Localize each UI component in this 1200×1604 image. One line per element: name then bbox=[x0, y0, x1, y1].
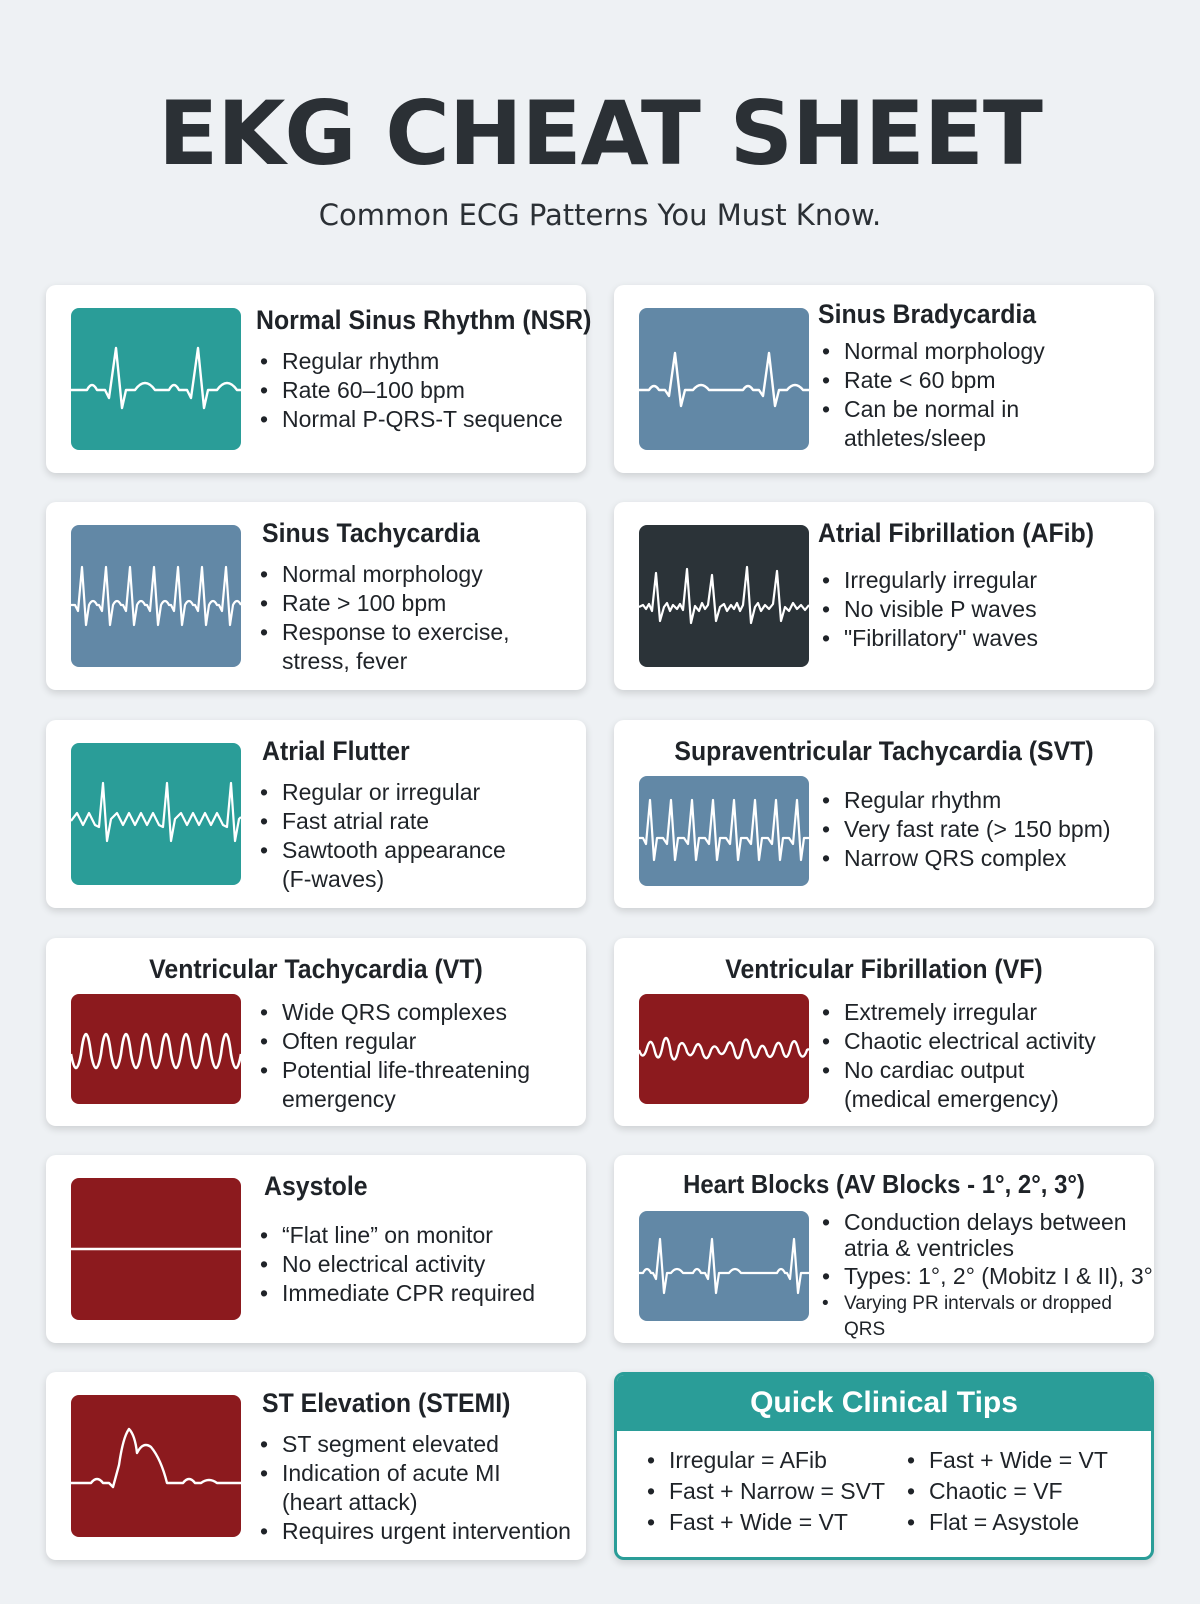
bullet-item: • Irregularly irregular bbox=[820, 566, 1038, 595]
card-title: Atrial Flutter bbox=[262, 736, 410, 766]
bullet-item: • Conduction delays between atria & ventricles bbox=[820, 1209, 1144, 1261]
card-sinus-tachycardia bbox=[46, 502, 586, 690]
bullet-item: • No visible P waves bbox=[820, 595, 1038, 624]
tip-item: • Fast + Wide = VT bbox=[905, 1445, 1108, 1476]
ekg-strip-afib bbox=[639, 525, 809, 667]
card-title: ST Elevation (STEMI) bbox=[262, 1388, 511, 1418]
bullet-item: • Immediate CPR required bbox=[258, 1279, 535, 1308]
card-bullet-list bbox=[258, 778, 532, 894]
card-atrial-fibrillation bbox=[614, 502, 1154, 690]
bullet-item: • Fast atrial rate bbox=[258, 807, 532, 836]
bullet-item: • Rate > 100 bpm bbox=[258, 589, 522, 618]
bullet-item: • "Fibrillatory" waves bbox=[820, 624, 1038, 653]
bullet-item: • Narrow QRS complex bbox=[820, 844, 1111, 873]
bullet-item: • Normal morphology bbox=[258, 560, 522, 589]
tips-left-list bbox=[645, 1445, 885, 1538]
ekg-strip-nsr bbox=[71, 308, 241, 450]
bullet-item: • Rate < 60 bpm bbox=[820, 366, 1074, 395]
tip-item: • Fast + Wide = VT bbox=[645, 1507, 885, 1538]
card-title: Asystole bbox=[264, 1171, 368, 1201]
bullet-item: • Requires urgent intervention bbox=[258, 1517, 571, 1546]
bullet-item: • Often regular bbox=[258, 1027, 572, 1056]
card-title: Heart Blocks (AV Blocks - 1°, 2°, 3°) bbox=[683, 1169, 1085, 1199]
ekg-trace-flutter bbox=[71, 783, 241, 841]
ekg-strip-vt bbox=[71, 994, 241, 1104]
bullet-item: • Regular rhythm bbox=[258, 347, 563, 376]
bullet-item: • Regular or irregular bbox=[258, 778, 532, 807]
bullet-item: • Extremely irregular bbox=[820, 998, 1104, 1027]
ekg-strip-tachycardia bbox=[71, 525, 241, 667]
bullet-item: • No cardiac output (medical emergency) bbox=[820, 1056, 1104, 1114]
card-title: Sinus Tachycardia bbox=[262, 518, 480, 548]
ekg-strip-flutter bbox=[71, 743, 241, 885]
bullet-item: • Normal P-QRS-T sequence bbox=[258, 405, 563, 434]
tips-right-list bbox=[905, 1445, 1108, 1538]
card-title: Sinus Bradycardia bbox=[818, 299, 1037, 329]
ekg-trace-stemi bbox=[71, 1429, 241, 1487]
tip-item: • Flat = Asystole bbox=[905, 1507, 1108, 1538]
ekg-trace-vf bbox=[639, 1038, 809, 1060]
tip-item: • Irregular = AFib bbox=[645, 1445, 885, 1476]
bullet-item: • Varying PR intervals or dropped QRS bbox=[820, 1291, 1154, 1343]
ekg-strip-heart-block bbox=[639, 1211, 809, 1321]
card-bullet-list bbox=[258, 347, 563, 434]
card-asystole bbox=[46, 1155, 586, 1343]
bullet-item: • Rate 60–100 bpm bbox=[258, 376, 563, 405]
ekg-strip-asystole bbox=[71, 1178, 241, 1320]
card-bullet-list bbox=[258, 1221, 535, 1308]
ekg-trace-vt bbox=[71, 1034, 241, 1068]
bullet-item: • “Flat line” on monitor bbox=[258, 1221, 535, 1250]
bullet-item: • Wide QRS complexes bbox=[258, 998, 572, 1027]
bullet-item: • Sawtooth appearance (F-waves) bbox=[258, 836, 532, 894]
bullet-item: • Types: 1°, 2° (Mobitz I & II), 3° bbox=[820, 1263, 1154, 1289]
tips-title: Quick Clinical Tips bbox=[617, 1375, 1151, 1431]
tip-item: • Fast + Narrow = SVT bbox=[645, 1476, 885, 1507]
card-atrial-flutter bbox=[46, 720, 586, 908]
ekg-strip-stemi bbox=[71, 1395, 241, 1537]
ekg-trace-tachycardia bbox=[71, 567, 241, 625]
card-bullet-list bbox=[820, 337, 1074, 453]
page-title: EKG CHEAT SHEET bbox=[158, 82, 1042, 185]
card-stemi bbox=[46, 1372, 586, 1560]
card-title: Normal Sinus Rhythm (NSR) bbox=[256, 305, 592, 335]
page-subtitle: Common ECG Patterns You Must Know. bbox=[318, 198, 882, 232]
ekg-trace-afib bbox=[639, 567, 809, 623]
card-ventricular-fibrillation bbox=[614, 938, 1154, 1126]
ekg-trace-svt bbox=[639, 800, 809, 860]
ekg-strip-svt bbox=[639, 776, 809, 886]
bullet-item: • Chaotic electrical activity bbox=[820, 1027, 1104, 1056]
card-sinus-bradycardia bbox=[614, 285, 1154, 473]
bullet-item: • ST segment elevated bbox=[258, 1430, 571, 1459]
ekg-strip-vf bbox=[639, 994, 809, 1104]
ekg-strip-bradycardia bbox=[639, 308, 809, 450]
card-title: Ventricular Fibrillation (VF) bbox=[725, 954, 1043, 984]
card-title: Atrial Fibrillation (AFib) bbox=[818, 518, 1094, 548]
bullet-item: • Can be normal in athletes/sleep bbox=[820, 395, 1074, 453]
bullet-item: • Potential life-threatening emergency bbox=[258, 1056, 572, 1114]
bullet-item: • Response to exercise, stress, fever bbox=[258, 618, 522, 676]
card-ventricular-tachycardia bbox=[46, 938, 586, 1126]
ekg-trace-bradycardia bbox=[639, 353, 809, 406]
bullet-item: • No electrical activity bbox=[258, 1250, 535, 1279]
card-bullet-list bbox=[258, 998, 572, 1114]
ekg-trace-heart-block bbox=[639, 1239, 809, 1293]
card-svt bbox=[614, 720, 1154, 908]
card-title: Ventricular Tachycardia (VT) bbox=[149, 954, 483, 984]
ekg-trace-nsr bbox=[71, 348, 241, 408]
tip-item: • Chaotic = VF bbox=[905, 1476, 1108, 1507]
card-heart-blocks bbox=[614, 1155, 1154, 1343]
card-bullet-list bbox=[820, 786, 1111, 873]
quick-clinical-tips-panel bbox=[614, 1372, 1154, 1560]
bullet-item: • Very fast rate (> 150 bpm) bbox=[820, 815, 1111, 844]
bullet-item: • Normal morphology bbox=[820, 337, 1074, 366]
card-normal-sinus-rhythm bbox=[46, 285, 592, 473]
card-bullet-list bbox=[820, 566, 1038, 653]
bullet-item: • Regular rhythm bbox=[820, 786, 1111, 815]
card-bullet-list bbox=[258, 1430, 571, 1546]
card-bullet-list bbox=[258, 560, 522, 676]
card-bullet-list bbox=[820, 998, 1104, 1114]
card-title: Supraventricular Tachycardia (SVT) bbox=[674, 736, 1094, 766]
bullet-item: • Indication of acute MI (heart attack) bbox=[258, 1459, 522, 1517]
card-bullet-list bbox=[820, 1209, 1154, 1343]
